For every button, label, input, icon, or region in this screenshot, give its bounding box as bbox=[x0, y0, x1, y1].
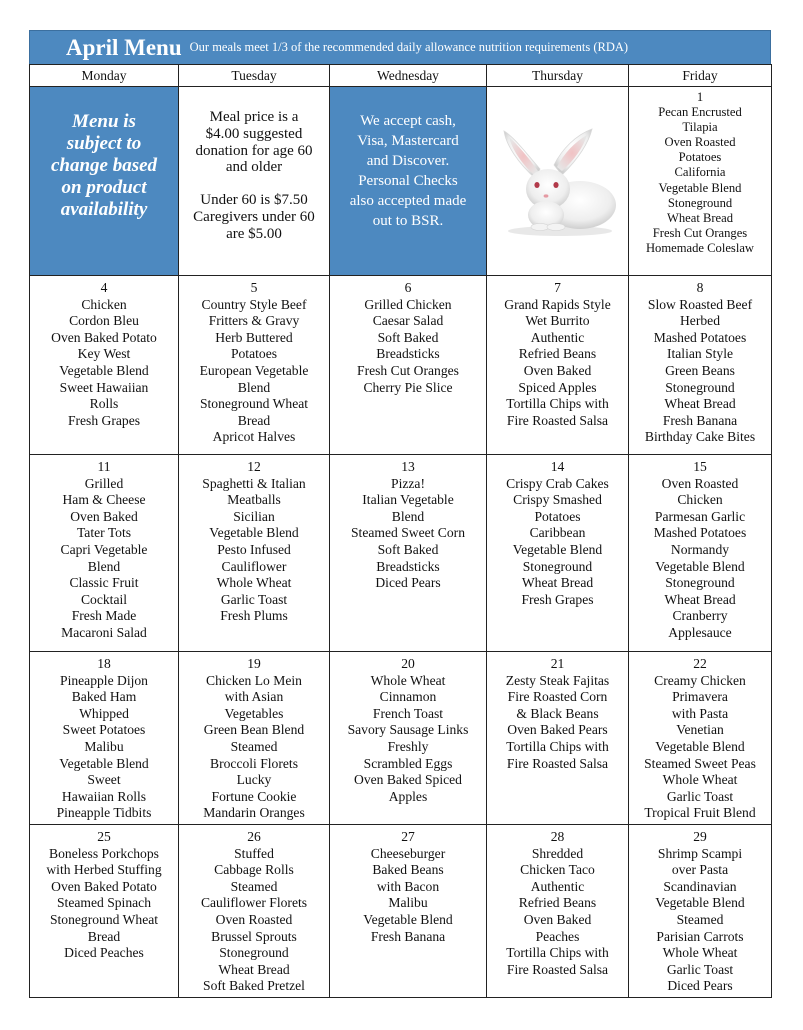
menu-sheet bbox=[29, 30, 771, 998]
menu-item: Italian Vegetable bbox=[362, 492, 454, 508]
menu-item: Bread bbox=[87, 928, 121, 944]
day-menu bbox=[487, 276, 628, 429]
payment-note-line: and Discover. bbox=[366, 153, 450, 169]
page-title: April Menu bbox=[66, 34, 182, 60]
week-row-1 bbox=[30, 87, 772, 276]
menu-item: Shredded bbox=[531, 845, 584, 861]
day-number: 4 bbox=[100, 280, 108, 295]
day-menu bbox=[179, 455, 329, 625]
menu-item: Cheeseburger bbox=[370, 845, 446, 861]
menu-day-cell bbox=[179, 455, 330, 652]
menu-item: Chicken Taco bbox=[520, 862, 595, 878]
menu-item: Venetian bbox=[676, 722, 724, 738]
availability-note-line: change based bbox=[50, 155, 158, 176]
menu-item: Breadsticks bbox=[376, 558, 440, 574]
menu-item: Savory Sausage Links bbox=[347, 722, 469, 738]
payment-note-line: also accepted made bbox=[349, 193, 467, 209]
page-subtitle: Our meals meet 1/3 of the recommended daily allowance nutrition requirements (RDA) bbox=[189, 40, 629, 54]
menu-item: Tropical Fruit Blend bbox=[644, 805, 756, 821]
day-menu bbox=[30, 825, 178, 962]
day-menu bbox=[330, 825, 486, 945]
payment-note-line: We accept cash, bbox=[360, 113, 456, 129]
week-row-5 bbox=[30, 825, 772, 998]
menu-item: with Pasta bbox=[671, 705, 729, 721]
menu-item: Herbed bbox=[679, 313, 720, 329]
day-header-friday: Friday bbox=[629, 65, 772, 87]
menu-day-cell bbox=[30, 652, 179, 825]
menu-item: Potatoes bbox=[230, 346, 278, 362]
menu-item: Wheat Bread bbox=[521, 575, 594, 591]
menu-day-cell bbox=[629, 276, 772, 455]
menu-item: Bread bbox=[237, 412, 271, 428]
menu-item: California bbox=[674, 165, 726, 180]
menu-item: Rolls bbox=[89, 396, 119, 412]
day-menu bbox=[30, 652, 178, 822]
menu-item: Baked Beans bbox=[372, 862, 444, 878]
menu-item: Stoneground bbox=[665, 575, 735, 591]
menu-item: Oven Roasted bbox=[664, 135, 736, 150]
menu-item: Potatoes bbox=[678, 150, 722, 165]
menu-item: Diced Pears bbox=[375, 575, 441, 591]
day-menu bbox=[629, 825, 771, 995]
menu-item: Wheat Bread bbox=[218, 961, 290, 977]
menu-item: Vegetable Blend bbox=[512, 541, 603, 557]
menu-item: Chicken bbox=[677, 492, 723, 508]
menu-item: Key West bbox=[77, 346, 131, 362]
menu-item: Pizza! bbox=[391, 475, 425, 491]
day-number: 29 bbox=[693, 829, 707, 844]
menu-item: Normandy bbox=[670, 541, 730, 557]
day-number: 8 bbox=[696, 280, 704, 295]
price-note-cell bbox=[179, 87, 330, 276]
menu-item: Stoneground bbox=[665, 379, 735, 395]
day-menu bbox=[629, 455, 771, 642]
price-note-line: Caregivers under 60 bbox=[193, 208, 315, 225]
menu-item: Fresh Cut Oranges bbox=[357, 362, 459, 378]
menu-item: Homemade Coleslaw bbox=[645, 240, 755, 255]
menu-day-cell bbox=[330, 652, 487, 825]
payment-note-line: Personal Checks bbox=[358, 173, 458, 189]
menu-item: Hawaiian Rolls bbox=[61, 788, 147, 804]
availability-note bbox=[30, 87, 178, 221]
menu-item: Garlic Toast bbox=[666, 788, 734, 804]
day-number: 11 bbox=[97, 459, 111, 474]
menu-item: Blend bbox=[87, 558, 121, 574]
week-row-3 bbox=[30, 455, 772, 652]
week-row-4 bbox=[30, 652, 772, 825]
menu-item: over Pasta bbox=[671, 862, 729, 878]
menu-day-cell bbox=[30, 455, 179, 652]
menu-item: Vegetable Blend bbox=[59, 362, 149, 378]
menu-day-cell bbox=[487, 455, 629, 652]
menu-item: Vegetable Blend bbox=[363, 911, 453, 927]
menu-item: Green Bean Blend bbox=[203, 722, 305, 738]
menu-item: Vegetable Blend bbox=[658, 180, 742, 195]
menu-day-cell bbox=[487, 652, 629, 825]
menu-item: Vegetable Blend bbox=[59, 755, 149, 771]
menu-item: Tortilla Chips with bbox=[506, 738, 609, 754]
menu-item: Oven Baked Spiced bbox=[354, 772, 462, 788]
menu-item: Garlic Toast bbox=[666, 961, 734, 977]
payment-note-cell bbox=[330, 87, 487, 276]
menu-item: Oven Roasted bbox=[661, 475, 739, 491]
menu-item: Vegetables bbox=[224, 705, 284, 721]
menu-item: Tortilla Chips with bbox=[506, 396, 609, 412]
menu-item: Oven Baked Potato bbox=[51, 878, 157, 894]
menu-item: Diced Pears bbox=[667, 978, 733, 994]
menu-item: Stoneground bbox=[522, 558, 593, 574]
rabbit-illustration bbox=[496, 123, 620, 239]
menu-item: with Herbed Stuffing bbox=[46, 862, 162, 878]
menu-item: Country Style Beef bbox=[201, 296, 307, 312]
day-number: 22 bbox=[693, 656, 707, 671]
day-menu bbox=[179, 825, 329, 995]
menu-item: Fire Roasted Salsa bbox=[506, 412, 609, 428]
menu-day-cell bbox=[487, 825, 629, 998]
menu-day-cell bbox=[629, 87, 772, 276]
menu-item: Fresh Grapes bbox=[521, 591, 594, 607]
menu-item: Grand Rapids Style bbox=[504, 296, 611, 312]
menu-item: Vegetable Blend bbox=[655, 738, 745, 754]
menu-item: Refried Beans bbox=[518, 346, 597, 362]
menu-item: Steamed Sweet Corn bbox=[350, 525, 465, 541]
day-number: 6 bbox=[404, 280, 412, 295]
menu-item: Sweet bbox=[87, 772, 121, 788]
menu-item: Soft Baked bbox=[377, 541, 439, 557]
menu-item: Ham & Cheese bbox=[62, 492, 146, 508]
day-number: 27 bbox=[401, 829, 415, 844]
menu-calendar bbox=[29, 64, 772, 998]
menu-item: Baked Ham bbox=[71, 689, 137, 705]
day-header-wednesday: Wednesday bbox=[330, 65, 487, 87]
menu-item: Soft Baked bbox=[377, 329, 439, 345]
menu-item: Fresh Banana bbox=[662, 412, 738, 428]
menu-item: Pineapple Dijon bbox=[60, 672, 148, 688]
menu-item: Cinnamon bbox=[379, 689, 437, 705]
menu-item: Capri Vegetable bbox=[60, 541, 148, 557]
menu-item: Brussel Sprouts bbox=[211, 928, 297, 944]
menu-item: Lucky bbox=[236, 772, 272, 788]
menu-item: Authentic bbox=[530, 329, 585, 345]
menu-item: Oven Baked Potato bbox=[51, 329, 157, 345]
menu-item: Stuffed bbox=[234, 845, 274, 861]
weekday-header-row bbox=[30, 65, 772, 87]
day-number: 14 bbox=[550, 459, 565, 474]
day-number: 7 bbox=[554, 280, 561, 295]
day-menu bbox=[330, 455, 486, 592]
day-menu bbox=[30, 455, 178, 642]
day-number: 5 bbox=[250, 280, 258, 295]
menu-item: Whole Wheat bbox=[216, 575, 292, 591]
day-menu bbox=[487, 652, 628, 772]
menu-item: Creamy Chicken bbox=[654, 672, 746, 688]
menu-item: Macaroni Salad bbox=[61, 624, 147, 640]
day-number: 21 bbox=[550, 656, 565, 671]
menu-item: Fritters & Gravy bbox=[208, 313, 300, 329]
menu-item: Apples bbox=[388, 788, 428, 804]
menu-item: Broccoli Florets bbox=[210, 755, 298, 771]
menu-item: Crispy Smashed bbox=[513, 492, 602, 508]
menu-item: Fire Roasted Salsa bbox=[506, 961, 609, 977]
menu-item: Scrambled Eggs bbox=[363, 755, 453, 771]
menu-day-cell bbox=[330, 455, 487, 652]
day-number: 25 bbox=[97, 829, 111, 844]
menu-item: Freshly bbox=[387, 738, 429, 754]
menu-item: Malibu bbox=[388, 895, 428, 911]
day-number: 26 bbox=[247, 829, 261, 844]
day-number: 13 bbox=[401, 459, 415, 474]
menu-day-cell bbox=[629, 455, 772, 652]
menu-item: Stoneground Wheat bbox=[49, 911, 159, 927]
day-number: 15 bbox=[693, 459, 707, 474]
menu-item: Parisian Carrots bbox=[656, 928, 744, 944]
menu-item: Shrimp Scampi bbox=[657, 845, 743, 861]
menu-item: Classic Fruit bbox=[69, 575, 139, 591]
day-header-monday: Monday bbox=[30, 65, 179, 87]
day-menu bbox=[330, 652, 486, 805]
week-row-2 bbox=[30, 276, 772, 455]
menu-item: & Black Beans bbox=[516, 705, 599, 721]
menu-day-cell bbox=[179, 652, 330, 825]
menu-item: Grilled Chicken bbox=[364, 296, 452, 312]
price-note bbox=[179, 87, 329, 243]
payment-note bbox=[330, 87, 486, 231]
menu-item: Apricot Halves bbox=[212, 429, 296, 445]
menu-item: Peaches bbox=[535, 928, 580, 944]
menu-item: Diced Peaches bbox=[64, 945, 144, 961]
availability-note-line: Menu is bbox=[72, 111, 136, 132]
menu-day-cell bbox=[629, 825, 772, 998]
day-menu bbox=[30, 276, 178, 429]
menu-item: Stoneground bbox=[667, 195, 733, 210]
menu-item: Blend bbox=[237, 379, 271, 395]
menu-item: European Vegetable bbox=[199, 362, 309, 378]
menu-item: Fortune Cookie bbox=[211, 788, 297, 804]
day-menu bbox=[487, 455, 628, 608]
menu-item: Wheat Bread bbox=[666, 210, 734, 225]
menu-item: Sweet Potatoes bbox=[62, 722, 146, 738]
menu-item: Potatoes bbox=[534, 508, 581, 524]
menu-item: Cranberry bbox=[672, 608, 728, 624]
menu-item: Caribbean bbox=[529, 525, 586, 541]
menu-item: Cherry Pie Slice bbox=[363, 379, 453, 395]
menu-item: Cordon Bleu bbox=[69, 313, 139, 329]
menu-item: Wet Burrito bbox=[525, 313, 590, 329]
menu-item: Spiced Apples bbox=[518, 379, 597, 395]
menu-item: Steamed bbox=[230, 738, 278, 754]
menu-item: Oven Baked bbox=[523, 362, 592, 378]
price-note-line: donation for age 60 bbox=[195, 142, 313, 159]
menu-item: Malibu bbox=[84, 738, 124, 754]
day-number: 1 bbox=[696, 90, 704, 104]
menu-item: Refried Beans bbox=[518, 895, 597, 911]
menu-item: with Bacon bbox=[376, 878, 440, 894]
price-note-line: are $5.00 bbox=[226, 225, 282, 242]
menu-day-cell bbox=[487, 276, 629, 455]
menu-item: Pesto Infused bbox=[217, 541, 291, 557]
menu-day-cell bbox=[330, 276, 487, 455]
menu-item: Tilapia bbox=[682, 120, 718, 135]
day-menu bbox=[629, 652, 771, 822]
menu-item: Crispy Crab Cakes bbox=[506, 475, 609, 491]
menu-item: Oven Baked bbox=[70, 508, 138, 524]
menu-item: Oven Roasted bbox=[215, 911, 293, 927]
day-number: 12 bbox=[247, 459, 261, 474]
day-menu bbox=[179, 652, 329, 822]
price-note-line: and older bbox=[225, 159, 283, 176]
menu-item: Tortilla Chips with bbox=[506, 945, 609, 961]
availability-note-line: subject to bbox=[66, 133, 142, 154]
menu-item: Whole Wheat bbox=[370, 672, 446, 688]
menu-item: Italian Style bbox=[666, 346, 734, 362]
day-header-tuesday: Tuesday bbox=[179, 65, 330, 87]
menu-item: Vegetable Blend bbox=[209, 525, 299, 541]
menu-item: Mashed Potatoes bbox=[653, 329, 747, 345]
menu-item: Meatballs bbox=[227, 492, 281, 508]
menu-item: Garlic Toast bbox=[220, 591, 288, 607]
menu-item: Stoneground Wheat bbox=[199, 396, 309, 412]
day-number: 18 bbox=[97, 656, 111, 671]
menu-item: Mashed Potatoes bbox=[653, 525, 747, 541]
day-number: 19 bbox=[247, 656, 261, 671]
menu-item: Green Beans bbox=[665, 362, 735, 378]
menu-item: Breadsticks bbox=[376, 346, 440, 362]
menu-item: with Asian bbox=[224, 689, 284, 705]
menu-item: Spaghetti & Italian bbox=[202, 475, 306, 491]
menu-item: Steamed bbox=[230, 878, 278, 894]
menu-item: Fresh Grapes bbox=[67, 412, 141, 428]
menu-item: Soft Baked Pretzel bbox=[203, 978, 305, 994]
menu-item: Zesty Steak Fajitas bbox=[505, 672, 610, 688]
menu-item: Herb Buttered bbox=[215, 329, 293, 345]
menu-item: Whole Wheat bbox=[662, 945, 738, 961]
menu-item: Primavera bbox=[672, 689, 728, 705]
menu-item: Stoneground bbox=[219, 945, 289, 961]
menu-item: Fresh Banana bbox=[370, 928, 446, 944]
day-menu bbox=[629, 276, 771, 446]
menu-day-cell bbox=[30, 276, 179, 455]
menu-day-cell bbox=[629, 652, 772, 825]
menu-item: Cabbage Rolls bbox=[214, 862, 294, 878]
menu-item: Steamed Sweet Peas bbox=[644, 755, 756, 771]
price-note-line: Meal price is a bbox=[209, 109, 299, 125]
menu-item: Tater Tots bbox=[76, 525, 132, 541]
menu-item: Vegetable Blend bbox=[655, 895, 745, 911]
menu-item: Authentic bbox=[530, 878, 585, 894]
menu-item: Wheat Bread bbox=[664, 396, 736, 412]
day-menu bbox=[330, 276, 486, 396]
menu-item: Scandinavian bbox=[663, 878, 737, 894]
menu-item: Pecan Encrusted bbox=[658, 105, 742, 120]
menu-item: Fresh Made bbox=[71, 608, 137, 624]
day-menu bbox=[487, 825, 628, 978]
menu-item: Sicilian bbox=[233, 508, 275, 524]
menu-day-cell bbox=[179, 276, 330, 455]
payment-note-line: Visa, Mastercard bbox=[357, 133, 459, 149]
menu-item: French Toast bbox=[372, 705, 444, 721]
menu-day-cell bbox=[30, 825, 179, 998]
day-number: 28 bbox=[550, 829, 565, 844]
menu-item: Fresh Cut Oranges bbox=[652, 225, 748, 240]
availability-note-cell bbox=[30, 87, 179, 276]
price-note-line: $4.00 suggested bbox=[205, 125, 303, 142]
menu-item: Vegetable Blend bbox=[655, 558, 745, 574]
menu-item: Slow Roasted Beef bbox=[647, 296, 753, 312]
menu-item: Wheat Bread bbox=[664, 591, 736, 607]
day-menu bbox=[179, 276, 329, 446]
menu-item: Cocktail bbox=[80, 591, 128, 607]
menu-item: Parmesan Garlic bbox=[654, 508, 746, 524]
price-note-line: Under 60 is $7.50 bbox=[200, 192, 308, 209]
menu-item: Birthday Cake Bites bbox=[644, 429, 756, 445]
menu-day-cell bbox=[179, 825, 330, 998]
menu-item: Fresh Plums bbox=[220, 608, 288, 624]
menu-item: Cauliflower bbox=[221, 558, 287, 574]
menu-item: Boneless Porkchops bbox=[49, 845, 159, 861]
menu-item: Oven Baked Pears bbox=[507, 722, 608, 738]
menu-item: Fire Roasted Corn bbox=[507, 689, 608, 705]
menu-item: Cauliflower Florets bbox=[200, 895, 308, 911]
menu-item: Whole Wheat bbox=[662, 772, 738, 788]
rabbit-image-cell bbox=[487, 87, 629, 276]
menu-item: Steamed bbox=[676, 911, 724, 927]
menu-item: Chicken Lo Mein bbox=[206, 672, 302, 688]
menu-item: Chicken bbox=[81, 296, 127, 312]
title-banner bbox=[29, 30, 771, 64]
menu-item: Pineapple Tidbits bbox=[56, 805, 152, 821]
menu-item: Mandarin Oranges bbox=[203, 805, 305, 821]
menu-item: Whipped bbox=[79, 705, 129, 721]
availability-note-line: on product bbox=[61, 177, 147, 198]
day-number: 20 bbox=[401, 656, 415, 671]
day-header-thursday: Thursday bbox=[487, 65, 629, 87]
availability-note-line: availability bbox=[60, 199, 148, 220]
menu-item: Oven Baked bbox=[523, 911, 592, 927]
menu-item: Blend bbox=[391, 508, 425, 524]
menu-item: Caesar Salad bbox=[372, 313, 444, 329]
menu-item: Steamed Spinach bbox=[56, 895, 151, 911]
payment-note-line: out to BSR. bbox=[372, 213, 444, 229]
menu-item: Applesauce bbox=[668, 624, 732, 640]
menu-item: Fire Roasted Salsa bbox=[506, 755, 609, 771]
menu-item: Grilled bbox=[84, 475, 124, 491]
day-menu bbox=[629, 87, 771, 256]
menu-item: Sweet Hawaiian bbox=[59, 379, 149, 395]
menu-day-cell bbox=[330, 825, 487, 998]
